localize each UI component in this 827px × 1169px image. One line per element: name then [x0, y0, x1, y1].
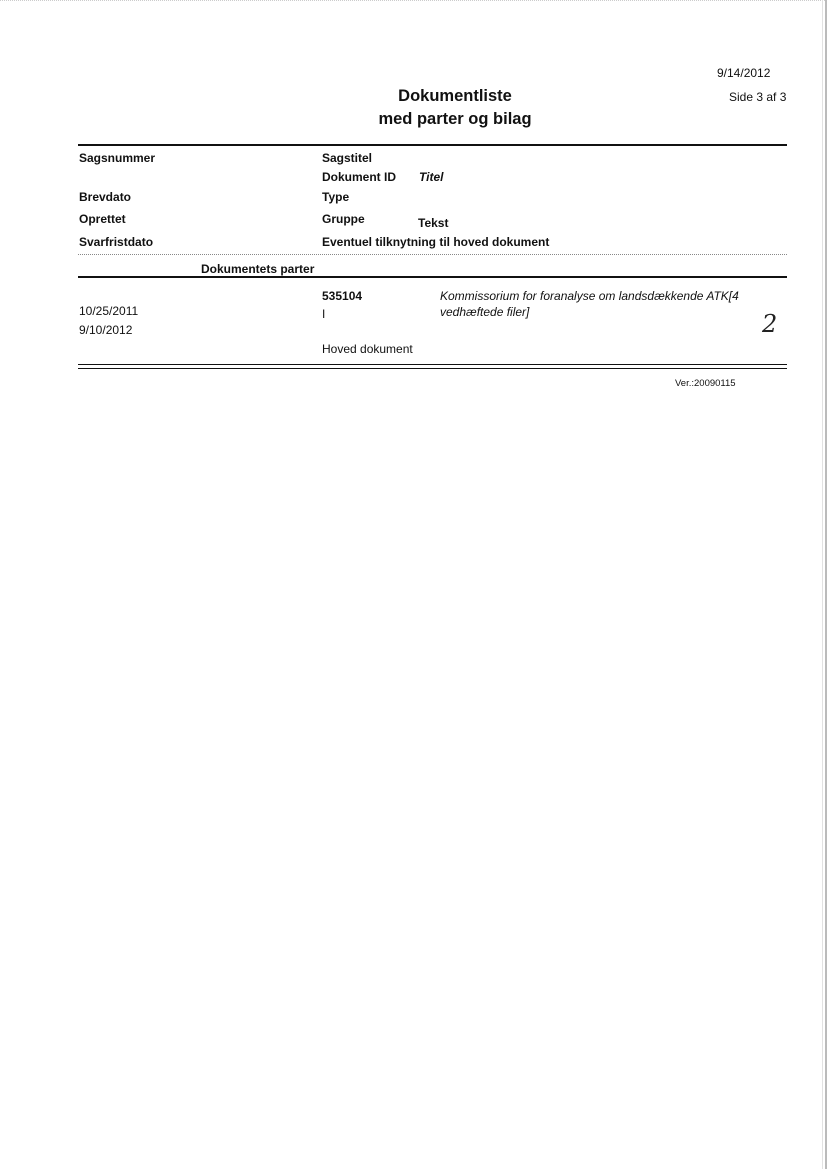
label-dokumentets-parter: Dokumentets parter: [201, 262, 315, 276]
scan-edge-inner: [822, 0, 823, 1169]
record-titel: Kommissorium for foranalyse om landsdækkende ATK[4: [440, 289, 739, 303]
label-svarfristdato: Svarfristdato: [79, 235, 154, 249]
label-gruppe: Gruppe: [322, 212, 365, 226]
label-type: Type: [322, 190, 350, 204]
record-rule-top: [78, 364, 787, 365]
section-rule: [78, 276, 787, 278]
record-oprettet: 9/10/2012: [79, 323, 133, 337]
label-titel: Titel: [419, 170, 444, 184]
label-dokument-id: Dokument ID: [322, 170, 397, 184]
document-title: Dokumentliste: [398, 87, 512, 105]
record-titel-cont: vedhæftede filer]: [440, 305, 530, 319]
record-brevdato: 10/25/2011: [79, 304, 139, 318]
label-tilknytning: Eventuel tilknytning til hoved dokument: [322, 235, 550, 249]
print-date: 9/14/2012: [717, 66, 771, 80]
label-oprettet: Oprettet: [79, 212, 126, 226]
label-brevdato: Brevdato: [79, 190, 132, 204]
handwritten-mark: 2: [762, 310, 778, 338]
label-sagstitel: Sagstitel: [322, 151, 373, 165]
label-sagsnummer: Sagsnummer: [79, 151, 156, 165]
dotted-separator: [78, 254, 787, 255]
record-dokument-id: 535104: [322, 289, 363, 303]
scan-top-noise: [0, 0, 827, 5]
record-type: I: [322, 307, 326, 321]
header-rule: [78, 144, 787, 146]
record-tilknytning: Hoved dokument: [322, 342, 413, 356]
page-number: Side 3 af 3: [729, 90, 787, 104]
label-tekst: Tekst: [418, 216, 449, 230]
version-label: Ver.:20090115: [675, 378, 736, 389]
document-subtitle: med parter og bilag: [378, 110, 532, 128]
record-rule-bottom: [78, 368, 787, 369]
